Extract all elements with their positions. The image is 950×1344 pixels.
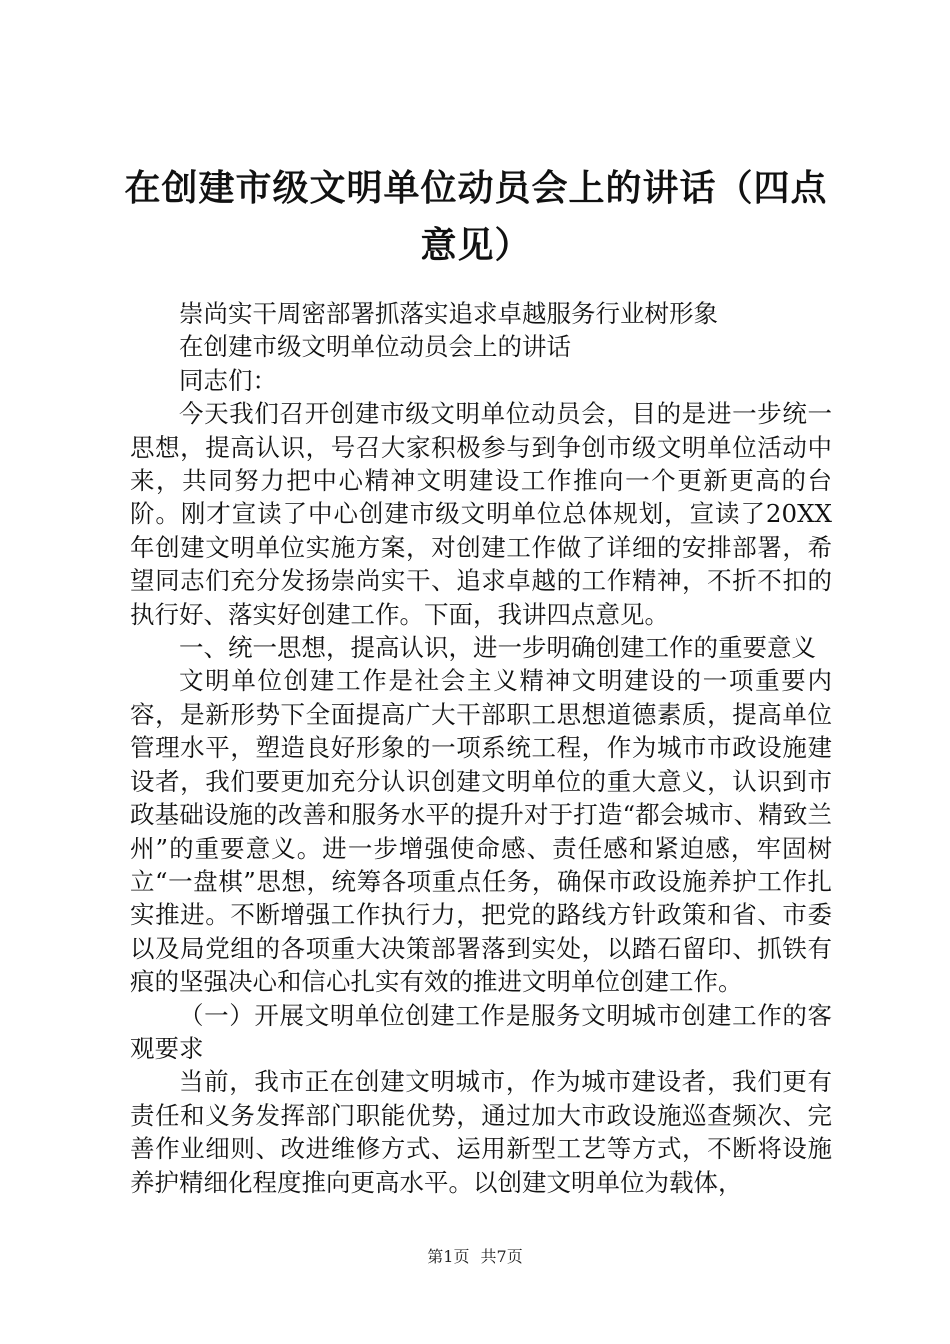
page-total: 共7页: [480, 1247, 523, 1266]
section-heading: 一、统一思想，提高认识，进一步明确创建工作的重要意义: [179, 633, 816, 663]
document-body: [130, 297, 832, 1199]
subsection-heading: （一）开展文明单位创建工作是服务文明城市创建工作的客观要求: [130, 1000, 832, 1063]
body-paragraph: 当前，我市正在创建文明城市，作为城市建设者，我们更有责任和义务发挥部门职能优势，通过加大市政设施巡查频次、完善作业细则、改进维修方式、运用新型工艺等方式，不断将设施养护精细化程度推向更高水平。以创建文明单位为载体，: [130, 1067, 832, 1197]
body-paragraph: 今天我们召开创建市级文明单位动员会，目的是进一步统一思想，提高认识，号召大家积极参与到争创市级文明单位活动中来，共同努力把中心精神文明建设工作推向一个更新更高的台阶。刚才宣读了中心创建市级文明单位总体规划，宣读了20XX年创建文明单位实施方案，对创建工作做了详细的安排部署，希望同志们充分发扬崇尚实干、追求卓越的工作精神，不折不扣的执行好、落实好创建工作。下面，我讲四点意见。: [130, 399, 832, 629]
body-paragraph: 文明单位创建工作是社会主义精神文明建设的一项重要内容，是新形势下全面提高广大干部职工思想道德素质，提高单位管理水平，塑造良好形象的一项系统工程，作为城市市政设施建设者，我们要更加充分认识创建文明单位的重大意义，认识到市政基础设施的改善和服务水平的提升对于打造“都会城市、精致兰州”的重要意义。进一步增强使命感、责任感和紧迫感，牢固树立“一盘棋”思想，统筹各项重点任务，确保市政设施养护工作扎实推进。不断增强工作执行力，把党的路线方针政策和省、市委以及局党组的各项重大决策部署落到实处，以踏石留印、抓铁有痕的坚强决心和信心扎实有效的推进文明单位创建工作。: [130, 666, 832, 997]
subtitle-slogan: 崇尚实干周密部署抓落实追求卓越服务行业树形象: [179, 299, 718, 328]
subtitle-speech: 在创建市级文明单位动员会上的讲话: [179, 332, 571, 362]
page-footer: [0, 1244, 950, 1267]
salutation: 同志们：: [179, 365, 277, 395]
page-number: 第1页: [427, 1247, 470, 1266]
document-title: 在创建市级文明单位动员会上的讲话（四点意见）: [124, 167, 828, 266]
